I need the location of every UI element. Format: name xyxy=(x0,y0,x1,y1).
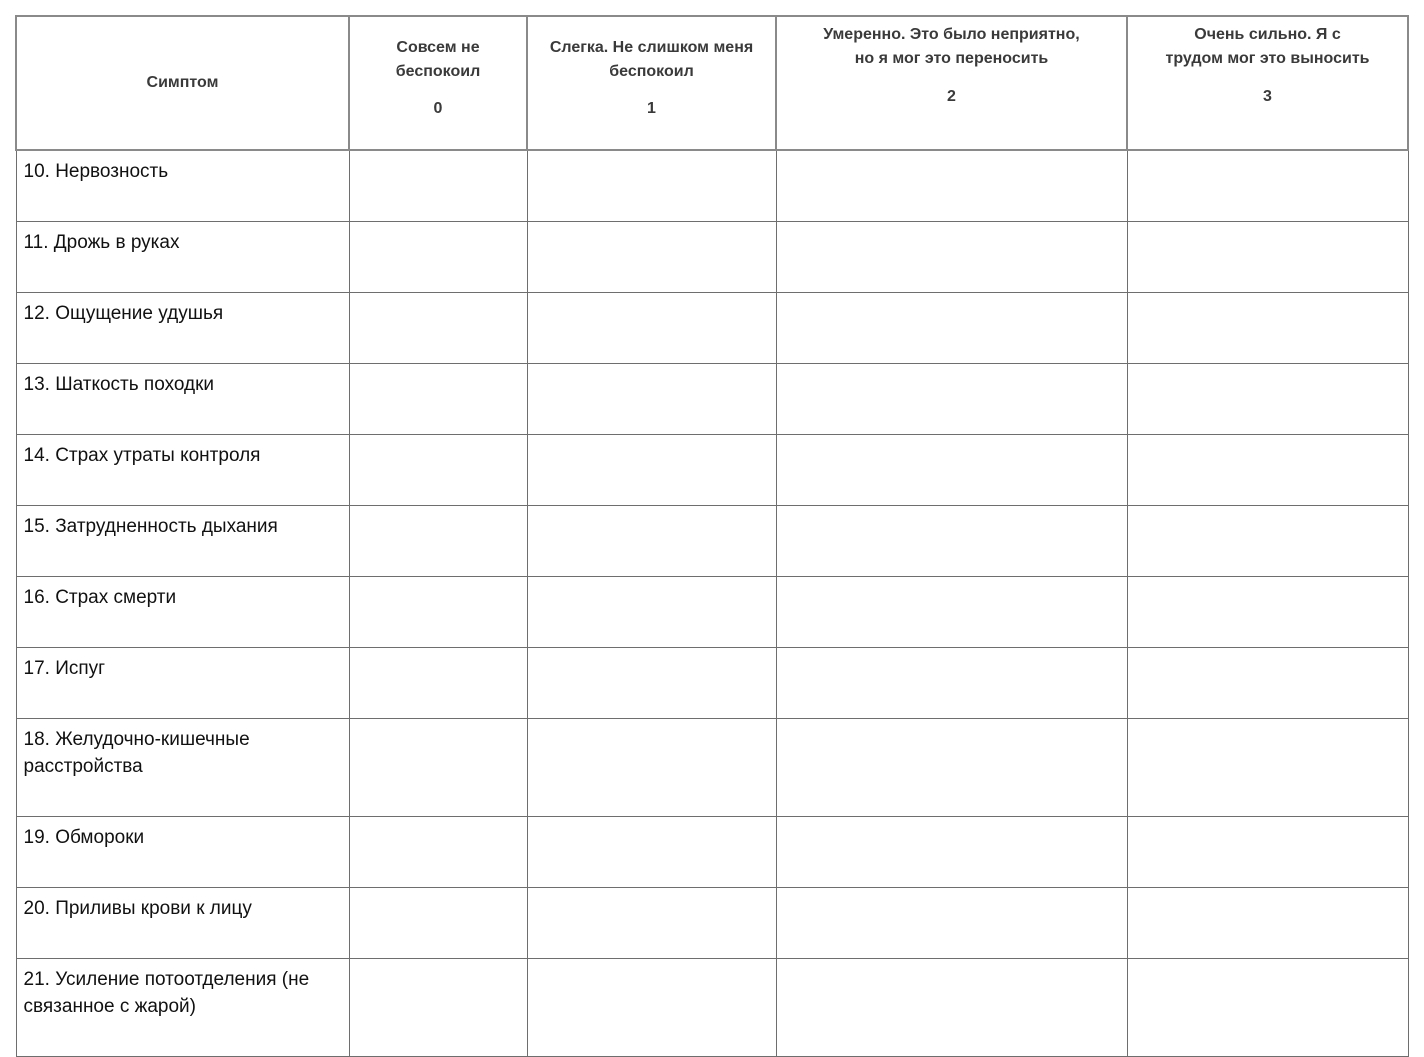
score-3-cell[interactable] xyxy=(1127,577,1408,648)
score-3-cell[interactable] xyxy=(1127,888,1408,959)
score-1-cell[interactable] xyxy=(527,648,776,719)
score-3-cell[interactable] xyxy=(1127,364,1408,435)
table-row xyxy=(16,817,1408,888)
score-1-value: 1 xyxy=(647,100,656,117)
score-2-cell[interactable] xyxy=(776,648,1127,719)
score-2-label: Умеренно. Это было неприятно, но я мог это переносить xyxy=(823,26,1080,67)
score-3-cell[interactable] xyxy=(1127,506,1408,577)
score-3-cell[interactable] xyxy=(1127,959,1408,1057)
score-0-cell[interactable] xyxy=(349,888,527,959)
table-row xyxy=(16,364,1408,435)
score-0-cell[interactable] xyxy=(349,150,527,222)
score-0-cell[interactable] xyxy=(349,293,527,364)
symptom-column-header: Симптом xyxy=(16,16,349,150)
table-row xyxy=(16,435,1408,506)
table-row xyxy=(16,506,1408,577)
table-row xyxy=(16,150,1408,222)
table-row xyxy=(16,222,1408,293)
score-1-cell[interactable] xyxy=(527,719,776,817)
score-0-cell[interactable] xyxy=(349,648,527,719)
score-2-column-header xyxy=(776,16,1127,150)
score-2-cell[interactable] xyxy=(776,506,1127,577)
symptom-cell: 12. Ощущение удушья xyxy=(16,293,349,364)
symptom-cell: 16. Страх смерти xyxy=(16,577,349,648)
score-2-cell[interactable] xyxy=(776,577,1127,648)
score-1-cell[interactable] xyxy=(527,293,776,364)
score-0-label: Совсем не беспокоил xyxy=(395,39,481,80)
symptom-rating-table xyxy=(15,15,1409,1057)
score-2-cell[interactable] xyxy=(776,719,1127,817)
score-2-cell[interactable] xyxy=(776,435,1127,506)
score-2-cell[interactable] xyxy=(776,293,1127,364)
table-row xyxy=(16,648,1408,719)
score-3-cell[interactable] xyxy=(1127,435,1408,506)
table-row xyxy=(16,577,1408,648)
symptom-cell: 20. Приливы крови к лицу xyxy=(16,888,349,959)
symptom-cell: 17. Испуг xyxy=(16,648,349,719)
table-row xyxy=(16,293,1408,364)
score-3-label: Очень сильно. Я с трудом мог это выносить xyxy=(1165,26,1370,67)
score-1-cell[interactable] xyxy=(527,817,776,888)
score-1-label: Слегка. Не слишком меня беспокоил xyxy=(549,39,754,80)
score-3-cell[interactable] xyxy=(1127,648,1408,719)
score-3-cell[interactable] xyxy=(1127,222,1408,293)
score-1-cell[interactable] xyxy=(527,222,776,293)
symptom-cell: 13. Шаткость походки xyxy=(16,364,349,435)
score-1-column-header xyxy=(527,16,776,150)
symptom-cell: 11. Дрожь в руках xyxy=(16,222,349,293)
score-0-cell[interactable] xyxy=(349,364,527,435)
score-3-cell[interactable] xyxy=(1127,719,1408,817)
score-0-column-header xyxy=(349,16,527,150)
score-1-cell[interactable] xyxy=(527,435,776,506)
score-3-cell[interactable] xyxy=(1127,817,1408,888)
table-row xyxy=(16,888,1408,959)
score-2-cell[interactable] xyxy=(776,150,1127,222)
score-2-cell[interactable] xyxy=(776,364,1127,435)
score-0-value: 0 xyxy=(433,100,443,117)
score-1-cell[interactable] xyxy=(527,364,776,435)
score-2-cell[interactable] xyxy=(776,222,1127,293)
score-0-cell[interactable] xyxy=(349,577,527,648)
score-0-cell[interactable] xyxy=(349,959,527,1057)
symptom-cell: 19. Обмороки xyxy=(16,817,349,888)
score-1-cell[interactable] xyxy=(527,959,776,1057)
score-1-cell[interactable] xyxy=(527,888,776,959)
score-0-cell[interactable] xyxy=(349,222,527,293)
symptom-cell: 18. Желудочно-кишечные расстройства xyxy=(16,719,349,817)
symptom-cell: 21. Усиление потоотделения (не связанное с жарой) xyxy=(16,959,349,1057)
score-0-cell[interactable] xyxy=(349,435,527,506)
score-3-cell[interactable] xyxy=(1127,150,1408,222)
score-2-cell[interactable] xyxy=(776,888,1127,959)
table-row xyxy=(16,719,1408,817)
symptom-cell: 10. Нервозность xyxy=(16,150,349,222)
score-3-cell[interactable] xyxy=(1127,293,1408,364)
score-1-cell[interactable] xyxy=(527,150,776,222)
score-2-cell[interactable] xyxy=(776,817,1127,888)
score-2-cell[interactable] xyxy=(776,959,1127,1057)
score-3-value: 3 xyxy=(1263,88,1272,105)
score-0-cell[interactable] xyxy=(349,719,527,817)
score-1-cell[interactable] xyxy=(527,506,776,577)
symptom-cell: 14. Страх утраты контроля xyxy=(16,435,349,506)
score-3-column-header xyxy=(1127,16,1408,150)
score-2-value: 2 xyxy=(947,88,956,105)
score-0-cell[interactable] xyxy=(349,817,527,888)
score-1-cell[interactable] xyxy=(527,577,776,648)
header-row xyxy=(16,16,1408,150)
symptom-cell: 15. Затрудненность дыхания xyxy=(16,506,349,577)
score-0-cell[interactable] xyxy=(349,506,527,577)
table-row xyxy=(16,959,1408,1057)
